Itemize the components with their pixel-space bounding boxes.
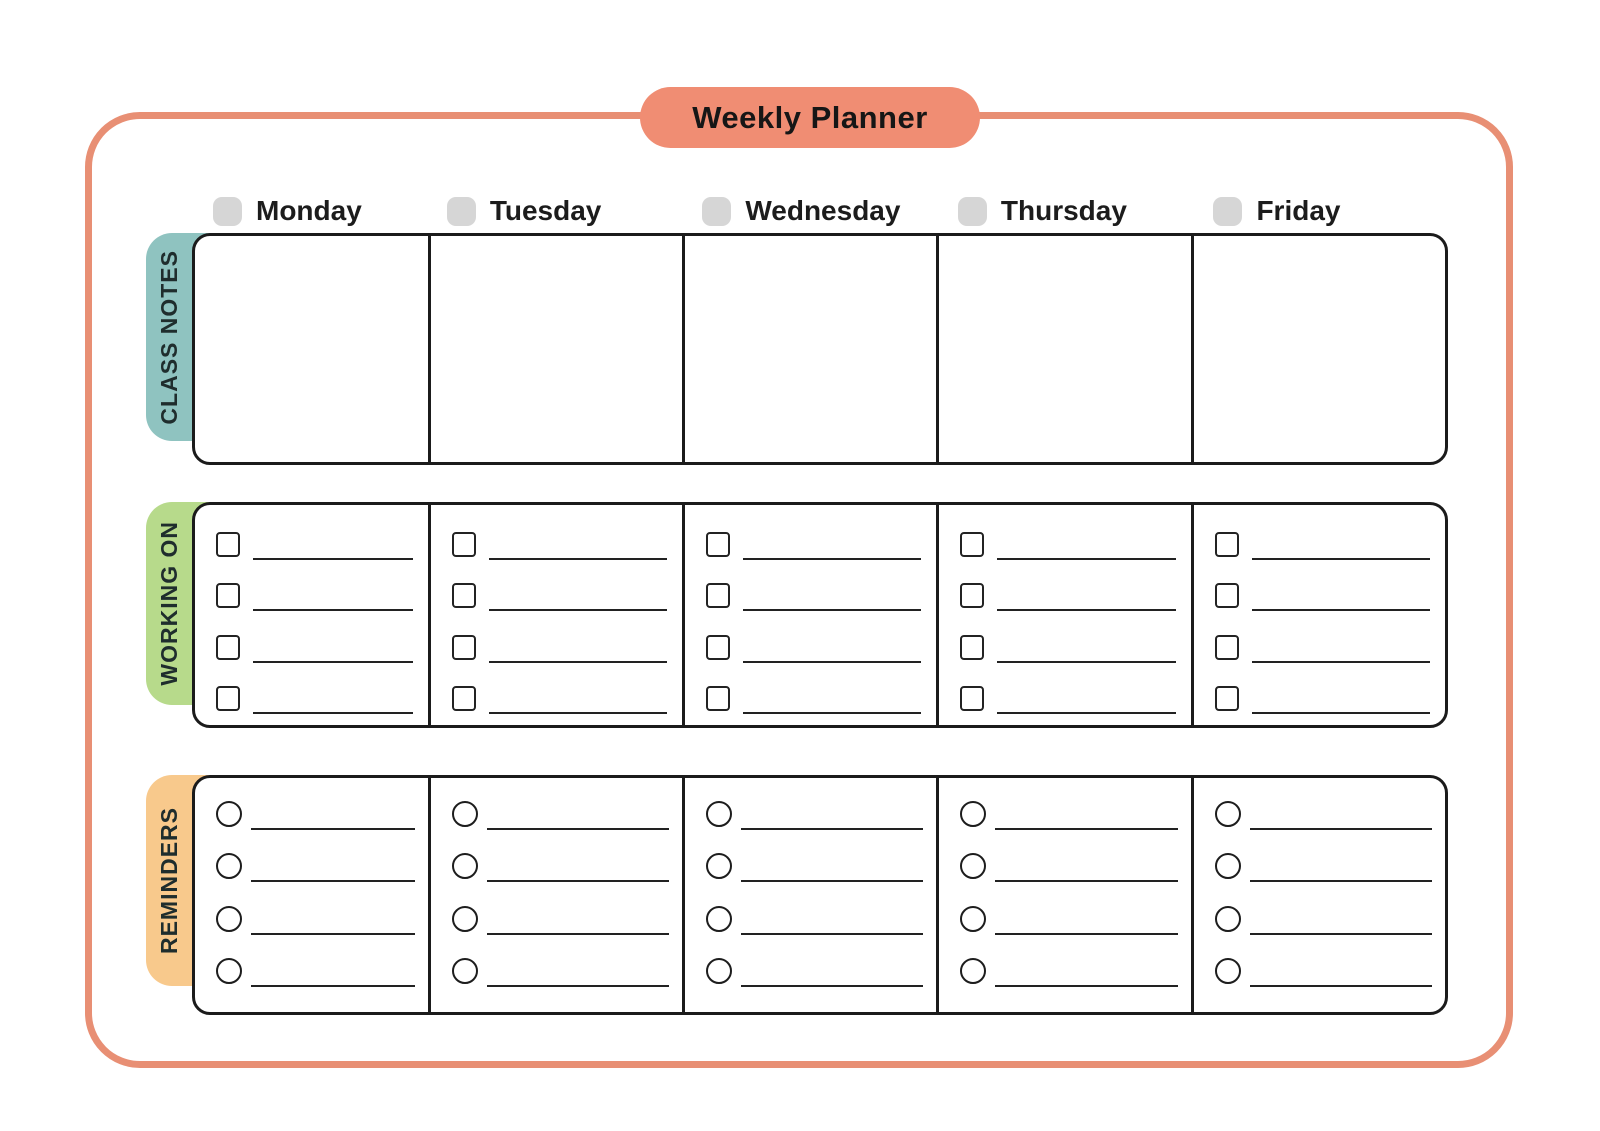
write-line[interactable] — [995, 828, 1177, 830]
section-grid-reminders — [192, 775, 1448, 1015]
entry-row — [960, 801, 1177, 827]
entry-row — [452, 906, 669, 932]
working-on-cell-monday — [195, 505, 428, 725]
section-tab-label: REMINDERS — [155, 806, 182, 954]
day-label: Monday — [256, 195, 362, 226]
entry-row — [216, 853, 415, 879]
write-line[interactable] — [1252, 609, 1430, 611]
circle-bullet-icon[interactable] — [1215, 801, 1241, 827]
write-line[interactable] — [253, 661, 413, 663]
entry-row — [706, 853, 923, 879]
class-notes-cell-tuesday[interactable] — [428, 236, 682, 462]
working-on-cell-thursday — [936, 505, 1190, 725]
entry-row — [960, 583, 1175, 608]
checkbox-icon[interactable] — [706, 532, 730, 557]
write-line[interactable] — [1252, 661, 1430, 663]
class-notes-cell-friday[interactable] — [1191, 236, 1445, 462]
working-on-cell-friday — [1191, 505, 1445, 725]
day-checkbox-icon[interactable] — [958, 197, 987, 226]
write-line[interactable] — [253, 712, 413, 714]
reminders-cell-thursday — [936, 778, 1190, 1012]
entry-row — [960, 532, 1175, 557]
entry-row — [706, 958, 923, 984]
circle-bullet-icon[interactable] — [706, 801, 732, 827]
circle-bullet-icon[interactable] — [216, 853, 242, 879]
day-header-row — [192, 195, 1448, 227]
circle-bullet-icon[interactable] — [960, 853, 986, 879]
circle-bullet-icon[interactable] — [960, 958, 986, 984]
write-line[interactable] — [741, 880, 923, 882]
entry-row — [706, 635, 921, 660]
class-notes-cell-wednesday[interactable] — [682, 236, 936, 462]
circle-bullet-icon[interactable] — [960, 906, 986, 932]
entry-row — [960, 635, 1175, 660]
day-header-tuesday — [426, 195, 682, 227]
checkbox-icon[interactable] — [1215, 532, 1239, 557]
checkbox-icon[interactable] — [1215, 686, 1239, 711]
checkbox-icon[interactable] — [706, 635, 730, 660]
write-line[interactable] — [251, 933, 415, 935]
write-line[interactable] — [253, 609, 413, 611]
checkbox-icon[interactable] — [960, 583, 984, 608]
write-line[interactable] — [489, 712, 667, 714]
entry-row — [1215, 686, 1430, 711]
entry-row — [960, 906, 1177, 932]
entry-row — [452, 635, 667, 660]
write-line[interactable] — [1250, 985, 1432, 987]
day-label: Tuesday — [489, 195, 602, 226]
write-line[interactable] — [489, 661, 667, 663]
write-line[interactable] — [487, 880, 669, 882]
write-line[interactable] — [1250, 828, 1432, 830]
write-line[interactable] — [487, 828, 669, 830]
write-line[interactable] — [251, 985, 415, 987]
entry-row — [216, 583, 413, 608]
working-on-cell-wednesday — [682, 505, 936, 725]
circle-bullet-icon[interactable] — [706, 958, 732, 984]
checkbox-icon[interactable] — [706, 686, 730, 711]
write-line[interactable] — [743, 712, 921, 714]
circle-bullet-icon[interactable] — [452, 801, 478, 827]
entry-row — [452, 853, 669, 879]
day-checkbox-icon[interactable] — [447, 197, 476, 226]
circle-bullet-icon[interactable] — [1215, 958, 1241, 984]
write-line[interactable] — [253, 558, 413, 560]
entry-row — [706, 686, 921, 711]
write-line[interactable] — [1250, 933, 1432, 935]
circle-bullet-icon[interactable] — [216, 906, 242, 932]
checkbox-icon[interactable] — [706, 583, 730, 608]
write-line[interactable] — [251, 828, 415, 830]
write-line[interactable] — [489, 609, 667, 611]
entry-row — [216, 635, 413, 660]
write-line[interactable] — [995, 880, 1177, 882]
entry-row — [1215, 853, 1432, 879]
write-line[interactable] — [743, 558, 921, 560]
checkbox-icon[interactable] — [216, 686, 240, 711]
day-header-thursday — [937, 195, 1193, 227]
checkbox-icon[interactable] — [452, 635, 476, 660]
write-line[interactable] — [995, 985, 1177, 987]
entry-row — [1215, 532, 1430, 557]
entry-row — [960, 853, 1177, 879]
entry-row — [1215, 583, 1430, 608]
write-line[interactable] — [743, 609, 921, 611]
circle-bullet-icon[interactable] — [1215, 906, 1241, 932]
entry-row — [960, 958, 1177, 984]
entry-row — [216, 906, 415, 932]
entry-row — [452, 583, 667, 608]
class-notes-cell-monday[interactable] — [195, 236, 428, 462]
write-line[interactable] — [997, 558, 1175, 560]
entry-row — [216, 958, 415, 984]
checkbox-icon[interactable] — [452, 583, 476, 608]
checkbox-icon[interactable] — [216, 635, 240, 660]
section-grid-class-notes — [192, 233, 1448, 465]
day-label: Thursday — [1000, 195, 1127, 226]
circle-bullet-icon[interactable] — [452, 906, 478, 932]
write-line[interactable] — [251, 880, 415, 882]
circle-bullet-icon[interactable] — [1215, 853, 1241, 879]
write-line[interactable] — [487, 933, 669, 935]
checkbox-icon[interactable] — [216, 532, 240, 557]
write-line[interactable] — [489, 558, 667, 560]
section-grid-working-on — [192, 502, 1448, 728]
circle-bullet-icon[interactable] — [452, 958, 478, 984]
write-line[interactable] — [1252, 712, 1430, 714]
day-header-friday — [1192, 195, 1448, 227]
write-line[interactable] — [1252, 558, 1430, 560]
section-tab-label: CLASS NOTES — [155, 249, 182, 425]
working-on-cell-tuesday — [428, 505, 682, 725]
write-line[interactable] — [997, 712, 1175, 714]
reminders-cell-friday — [1191, 778, 1445, 1012]
day-checkbox-icon[interactable] — [702, 197, 731, 226]
reminders-cell-monday — [195, 778, 428, 1012]
day-label: Friday — [1256, 195, 1341, 226]
write-line[interactable] — [997, 609, 1175, 611]
checkbox-icon[interactable] — [1215, 583, 1239, 608]
checkbox-icon[interactable] — [960, 635, 984, 660]
write-line[interactable] — [743, 661, 921, 663]
entry-row — [452, 801, 669, 827]
entry-row — [452, 532, 667, 557]
entry-row — [1215, 635, 1430, 660]
title-pill — [640, 87, 980, 148]
class-notes-cell-thursday[interactable] — [936, 236, 1190, 462]
checkbox-icon[interactable] — [216, 583, 240, 608]
write-line[interactable] — [1250, 880, 1432, 882]
write-line[interactable] — [741, 933, 923, 935]
circle-bullet-icon[interactable] — [706, 853, 732, 879]
entry-row — [216, 532, 413, 557]
write-line[interactable] — [997, 661, 1175, 663]
entry-row — [706, 906, 923, 932]
circle-bullet-icon[interactable] — [706, 906, 732, 932]
write-line[interactable] — [995, 933, 1177, 935]
write-line[interactable] — [741, 828, 923, 830]
checkbox-icon[interactable] — [452, 532, 476, 557]
entry-row — [1215, 801, 1432, 827]
checkbox-icon[interactable] — [960, 532, 984, 557]
reminders-cell-wednesday — [682, 778, 936, 1012]
day-checkbox-icon[interactable] — [1213, 197, 1242, 226]
day-label: Wednesday — [745, 195, 901, 226]
write-line[interactable] — [487, 985, 669, 987]
entry-row — [706, 583, 921, 608]
day-checkbox-icon[interactable] — [213, 197, 242, 226]
write-line[interactable] — [741, 985, 923, 987]
entry-row — [1215, 958, 1432, 984]
reminders-cell-tuesday — [428, 778, 682, 1012]
entry-row — [706, 532, 921, 557]
entry-row — [452, 958, 669, 984]
entry-row — [216, 801, 415, 827]
circle-bullet-icon[interactable] — [960, 801, 986, 827]
checkbox-icon[interactable] — [1215, 635, 1239, 660]
checkbox-icon[interactable] — [452, 686, 476, 711]
checkbox-icon[interactable] — [960, 686, 984, 711]
entry-row — [1215, 906, 1432, 932]
page-title: Weekly Planner — [692, 99, 928, 135]
circle-bullet-icon[interactable] — [216, 958, 242, 984]
circle-bullet-icon[interactable] — [216, 801, 242, 827]
entry-row — [706, 801, 923, 827]
entry-row — [452, 686, 667, 711]
entry-row — [216, 686, 413, 711]
day-header-wednesday — [681, 195, 937, 227]
section-tab-label: WORKING ON — [155, 521, 182, 686]
circle-bullet-icon[interactable] — [452, 853, 478, 879]
entry-row — [960, 686, 1175, 711]
day-header-monday — [192, 195, 426, 227]
